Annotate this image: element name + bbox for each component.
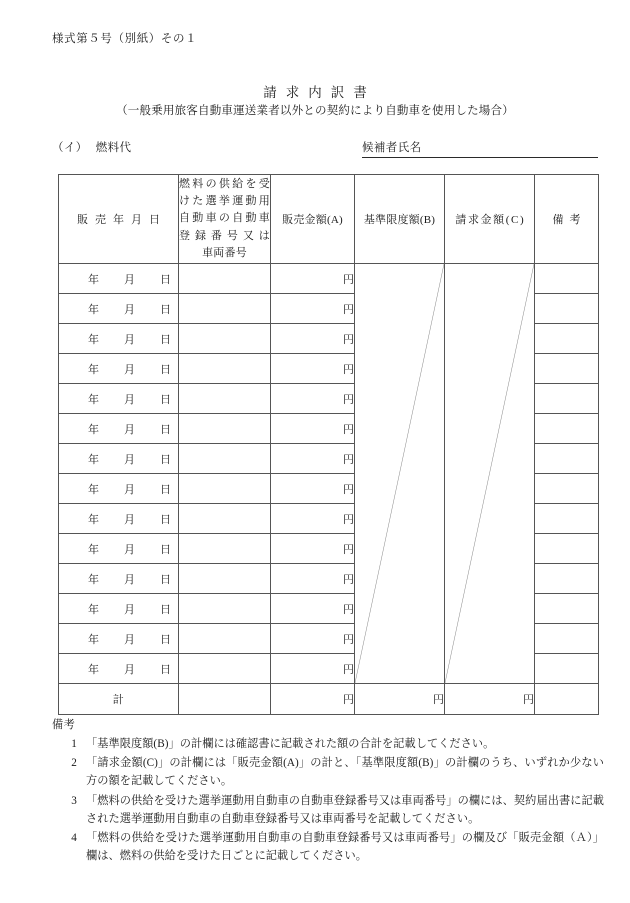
cell-claim-amount-c-struck bbox=[445, 264, 535, 684]
note-item bbox=[52, 792, 604, 828]
cell-limit-amount-b-struck bbox=[355, 264, 445, 684]
cell-vehicle-registration[interactable] bbox=[179, 354, 271, 384]
cell-sale-date[interactable]: 年 月 日 bbox=[59, 654, 179, 684]
cell-vehicle-registration[interactable] bbox=[179, 294, 271, 324]
total-claim-amount-c[interactable]: 円 bbox=[445, 684, 535, 715]
total-remarks bbox=[535, 684, 599, 715]
note-number: 1 bbox=[71, 738, 77, 751]
cell-remarks[interactable] bbox=[535, 384, 599, 414]
section-heading bbox=[52, 139, 131, 155]
table-header bbox=[59, 175, 599, 264]
header-reg-line-4: 登録番号又は bbox=[179, 229, 270, 242]
page-title: 請求内訳書 bbox=[263, 85, 376, 100]
section-name: 燃料代 bbox=[95, 142, 132, 154]
cell-sale-amount-a[interactable]: 円 bbox=[271, 594, 355, 624]
cell-remarks[interactable] bbox=[535, 294, 599, 324]
note-item bbox=[52, 754, 604, 790]
cell-sale-date[interactable]: 年 月 日 bbox=[59, 264, 179, 294]
header-limit-amount-b: 基準限度額(B) bbox=[355, 175, 445, 264]
header-claim-amount-c: 請求金額(C) bbox=[445, 175, 535, 264]
cell-vehicle-registration[interactable] bbox=[179, 654, 271, 684]
cell-vehicle-registration[interactable] bbox=[179, 444, 271, 474]
cell-sale-date[interactable]: 年 月 日 bbox=[59, 474, 179, 504]
header-reg-line-3: 自動車の自動車 bbox=[179, 212, 270, 225]
cell-sale-amount-a[interactable]: 円 bbox=[271, 444, 355, 474]
cell-sale-date[interactable]: 年 月 日 bbox=[59, 384, 179, 414]
cell-remarks[interactable] bbox=[535, 654, 599, 684]
cell-sale-date[interactable]: 年 月 日 bbox=[59, 534, 179, 564]
cell-sale-amount-a[interactable]: 円 bbox=[271, 564, 355, 594]
cell-sale-amount-a[interactable]: 円 bbox=[271, 624, 355, 654]
header-reg-line-5: 車両番号 bbox=[202, 246, 247, 259]
note-item bbox=[52, 829, 604, 865]
note-text: 「燃料の供給を受けた選挙運動用自動車の自動車登録番号又は車両番号」の欄及び「販売金額（Ａ）」欄は、燃料の供給を受けた日ごとに記載してください。 bbox=[86, 831, 604, 862]
cell-sale-date[interactable]: 年 月 日 bbox=[59, 324, 179, 354]
note-text: 「燃料の供給を受けた選挙運動用自動車の自動車登録番号又は車両番号」の欄には、契約届出書に記載された選挙運動用自動車の自動車登録番号又は車両番号を記載してください。 bbox=[86, 794, 604, 825]
header-row bbox=[59, 175, 599, 264]
fuel-expense-table bbox=[58, 174, 599, 715]
cell-vehicle-registration[interactable] bbox=[179, 624, 271, 654]
candidate-name-field[interactable] bbox=[362, 139, 598, 158]
cell-sale-amount-a[interactable]: 円 bbox=[271, 474, 355, 504]
cell-remarks[interactable] bbox=[535, 474, 599, 504]
notes-section bbox=[52, 716, 604, 865]
candidate-name-label: 候補者氏名 bbox=[362, 142, 422, 154]
note-number: 3 bbox=[71, 794, 77, 807]
cell-remarks[interactable] bbox=[535, 444, 599, 474]
cell-remarks[interactable] bbox=[535, 594, 599, 624]
note-number: 4 bbox=[71, 831, 77, 844]
section-marker: （イ） bbox=[52, 142, 88, 154]
cell-remarks[interactable] bbox=[535, 534, 599, 564]
table-total-row bbox=[59, 684, 599, 715]
cell-sale-date[interactable]: 年 月 日 bbox=[59, 624, 179, 654]
cell-vehicle-registration[interactable] bbox=[179, 384, 271, 414]
table-body bbox=[59, 264, 599, 715]
header-vehicle-registration bbox=[179, 175, 271, 264]
cell-sale-amount-a[interactable]: 円 bbox=[271, 654, 355, 684]
cell-sale-amount-a[interactable]: 円 bbox=[271, 264, 355, 294]
cell-sale-amount-a[interactable]: 円 bbox=[271, 414, 355, 444]
diagonal-strike-icon bbox=[355, 264, 444, 683]
cell-remarks[interactable] bbox=[535, 504, 599, 534]
cell-sale-date[interactable]: 年 月 日 bbox=[59, 354, 179, 384]
cell-remarks[interactable] bbox=[535, 324, 599, 354]
notes-list bbox=[52, 735, 604, 865]
cell-vehicle-registration[interactable] bbox=[179, 474, 271, 504]
cell-sale-amount-a[interactable]: 円 bbox=[271, 534, 355, 564]
total-label: 計 bbox=[59, 684, 179, 715]
table-row bbox=[59, 264, 599, 294]
cell-sale-amount-a[interactable]: 円 bbox=[271, 324, 355, 354]
cell-vehicle-registration[interactable] bbox=[179, 594, 271, 624]
cell-vehicle-registration[interactable] bbox=[179, 564, 271, 594]
cell-vehicle-registration[interactable] bbox=[179, 534, 271, 564]
header-reg-line-2: けた選挙運動用 bbox=[179, 195, 270, 208]
cell-remarks[interactable] bbox=[535, 564, 599, 594]
cell-vehicle-registration[interactable] bbox=[179, 504, 271, 534]
cell-sale-date[interactable]: 年 月 日 bbox=[59, 504, 179, 534]
fuel-expense-table-wrapper bbox=[58, 174, 598, 715]
total-vehicle-registration bbox=[179, 684, 271, 715]
header-sale-date: 販売年月日 bbox=[59, 175, 179, 264]
notes-title: 備考 bbox=[52, 719, 76, 731]
cell-remarks[interactable] bbox=[535, 354, 599, 384]
cell-sale-amount-a[interactable]: 円 bbox=[271, 294, 355, 324]
cell-sale-date[interactable]: 年 月 日 bbox=[59, 594, 179, 624]
header-reg-line-1: 燃料の供給を受 bbox=[179, 178, 270, 191]
cell-remarks[interactable] bbox=[535, 624, 599, 654]
cell-remarks[interactable] bbox=[535, 264, 599, 294]
cell-sale-date[interactable]: 年 月 日 bbox=[59, 414, 179, 444]
cell-sale-amount-a[interactable]: 円 bbox=[271, 504, 355, 534]
cell-sale-date[interactable]: 年 月 日 bbox=[59, 564, 179, 594]
total-sale-amount-a[interactable]: 円 bbox=[271, 684, 355, 715]
cell-sale-date[interactable]: 年 月 日 bbox=[59, 444, 179, 474]
cell-sale-amount-a[interactable]: 円 bbox=[271, 384, 355, 414]
header-sale-amount-a: 販売金額(A) bbox=[271, 175, 355, 264]
cell-vehicle-registration[interactable] bbox=[179, 414, 271, 444]
note-number: 2 bbox=[71, 757, 77, 770]
total-limit-amount-b[interactable]: 円 bbox=[355, 684, 445, 715]
form-number: 様式第５号（別紙）その１ bbox=[52, 33, 198, 45]
page-subtitle: （一般乗用旅客自動車運送業者以外との契約により自動車を使用した場合） bbox=[116, 105, 514, 117]
cell-sale-date[interactable]: 年 月 日 bbox=[59, 294, 179, 324]
diagonal-strike-icon bbox=[445, 264, 534, 683]
cell-remarks[interactable] bbox=[535, 414, 599, 444]
note-text: 「請求金額(C)」の計欄には「販売金額(A)」の計と、「基準限度額(B)」の計欄のうち、いずれか少ない方の額を記載してください。 bbox=[86, 757, 604, 788]
note-item bbox=[52, 735, 604, 753]
cell-vehicle-registration[interactable] bbox=[179, 264, 271, 294]
cell-sale-amount-a[interactable]: 円 bbox=[271, 354, 355, 384]
note-text: 「基準限度額(B)」の計欄には確認書に記載された額の合計を記載してください。 bbox=[86, 738, 495, 751]
header-remarks: 備考 bbox=[535, 175, 599, 264]
cell-vehicle-registration[interactable] bbox=[179, 324, 271, 354]
